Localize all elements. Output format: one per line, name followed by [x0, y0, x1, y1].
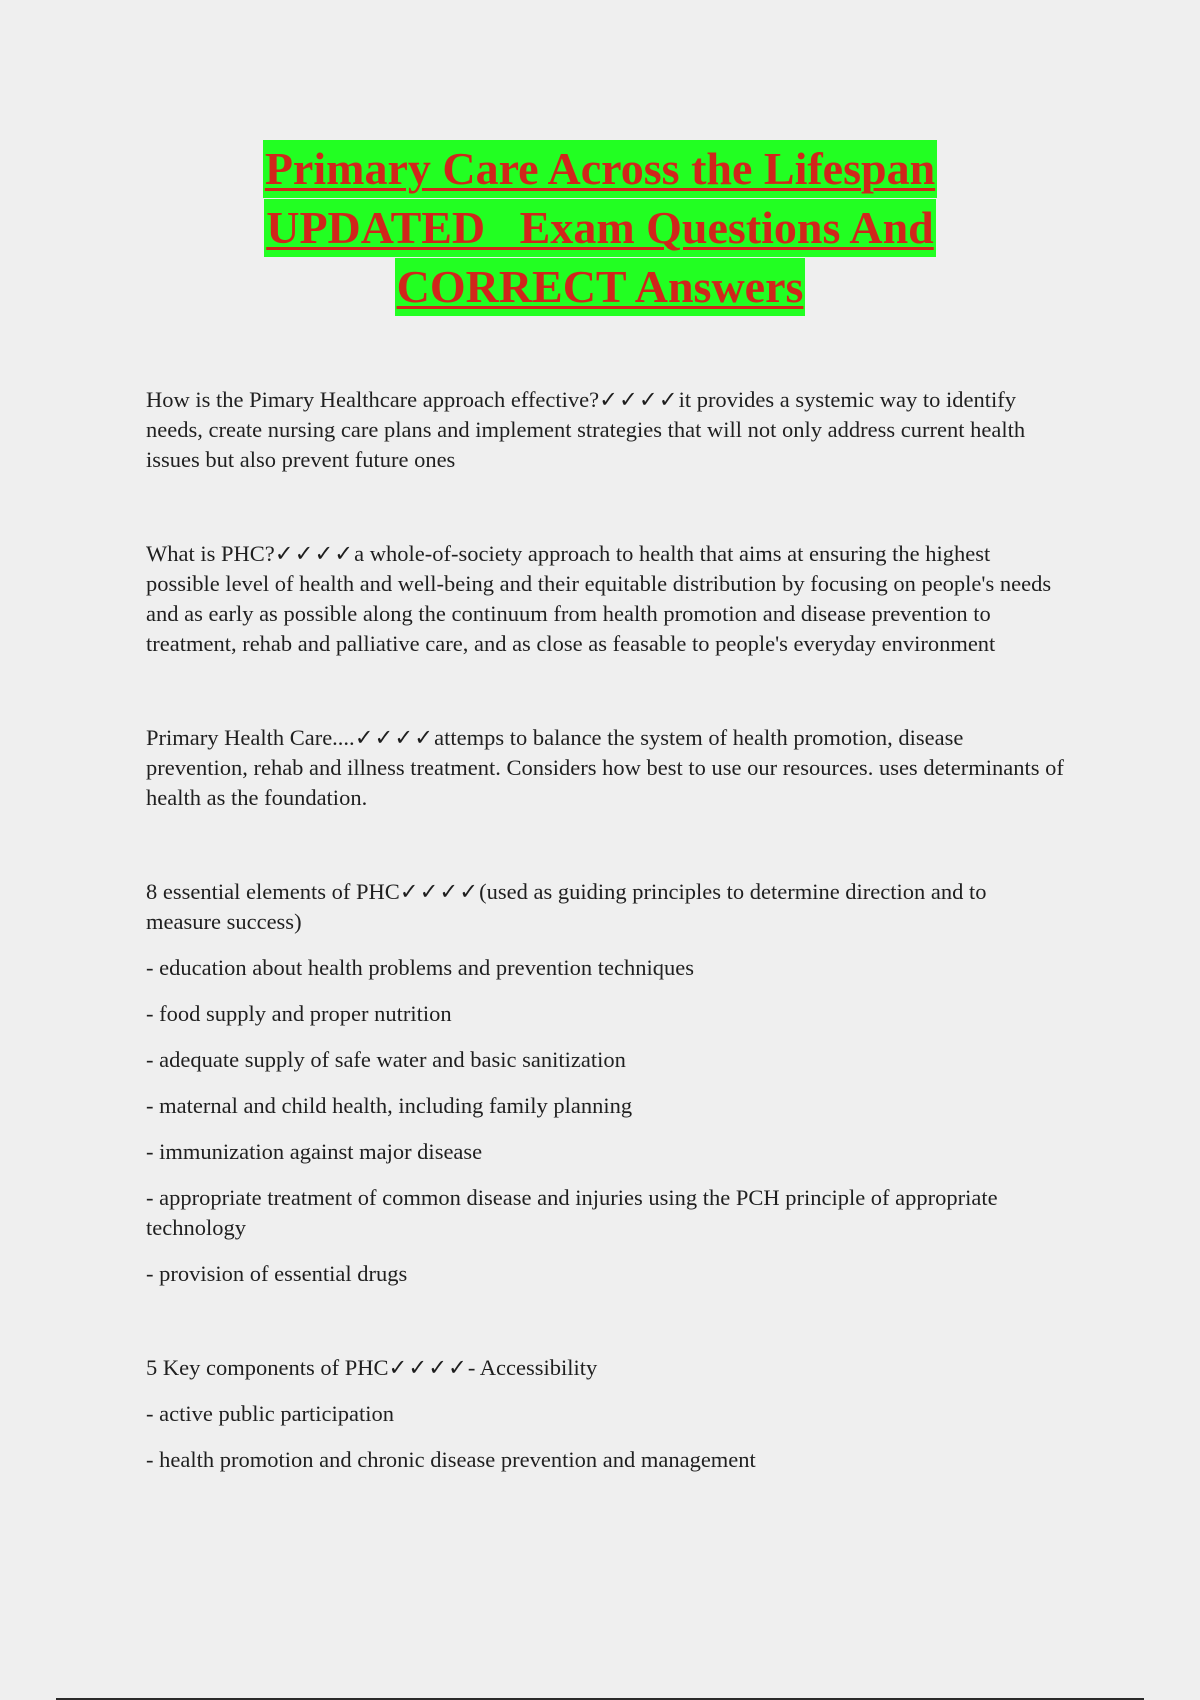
answer-text: (used as guiding principles to determine direction and to measure success) — [146, 879, 987, 934]
qa-item-3 — [146, 723, 1066, 813]
answer-text: attemps to balance the system of health promotion, disease prevention, rehab and illness treatment. Considers how best to use our resources. uses determinants of health as the foundation. — [146, 725, 1064, 810]
question-text: How is the Pimary Healthcare approach effective? — [146, 387, 600, 412]
answer-text: it provides a systemic way to identify needs, create nursing care plans and implement strategies that will not only address current health issues but also prevent future ones — [146, 387, 1026, 472]
qa-item-1 — [146, 385, 1066, 475]
list-item: - food supply and proper nutrition — [146, 1001, 452, 1026]
answer-text: a whole-of-society approach to health that aims at ensuring the highest possible level of health and well-being and their equitable distribution by focusing on people's needs and as early as possible along the continuum from health promotion and disease prevention to treatment, rehab and palliative care, and as close as feasable to people's everyday environment — [146, 541, 1052, 656]
question-text: What is PHC? — [146, 541, 275, 566]
qa-item-2 — [146, 539, 1066, 659]
checkmark-icon: ✓✓✓✓ — [599, 387, 679, 412]
title-line-3: CORRECT Answers — [395, 258, 806, 316]
title-line-1: Primary Care Across the Lifespan — [263, 140, 937, 198]
list-item: - health promotion and chronic disease prevention and management — [146, 1447, 756, 1472]
title-line-2: UPDATED Exam Questions And — [264, 199, 936, 257]
list-item: - adequate supply of safe water and basic sanitization — [146, 1047, 626, 1072]
checkmark-icon: ✓✓✓✓ — [274, 541, 355, 566]
checkmark-icon: ✓✓✓✓ — [354, 725, 435, 750]
checkmark-icon: ✓✓✓✓ — [388, 1355, 468, 1380]
list-item: - appropriate treatment of common disease and injuries using the PCH principle of appropriate technology — [146, 1185, 998, 1240]
list-item: - immunization against major disease — [146, 1139, 483, 1164]
question-text: 8 essential elements of PHC — [146, 879, 400, 904]
question-text: Primary Health Care.... — [146, 725, 355, 750]
checkmark-icon: ✓✓✓✓ — [399, 879, 480, 904]
document-body — [146, 385, 1066, 1475]
list-item: - maternal and child health, including family planning — [146, 1093, 633, 1118]
answer-text: - Accessibility — [467, 1355, 598, 1380]
question-text: 5 Key components of PHC — [146, 1355, 389, 1380]
document-title — [0, 140, 1200, 317]
qa-item-5 — [146, 1353, 1066, 1383]
list-item: - provision of essential drugs — [146, 1261, 408, 1286]
list-item: - active public participation — [146, 1401, 395, 1426]
list-item: - education about health problems and prevention techniques — [146, 955, 694, 980]
qa-item-4 — [146, 877, 1066, 937]
